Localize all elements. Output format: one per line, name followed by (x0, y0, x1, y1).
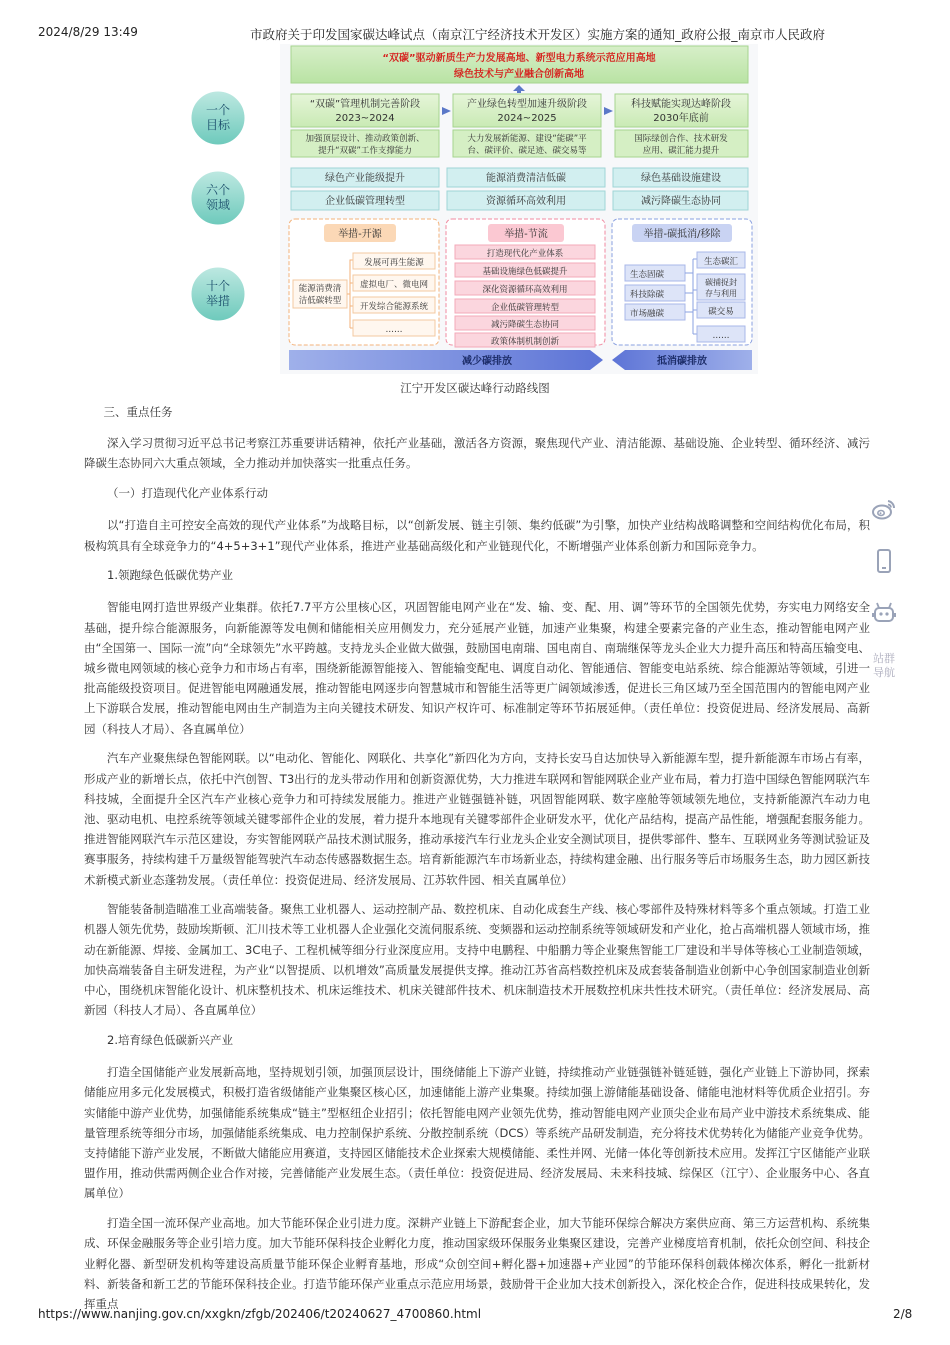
row-label-goal (190, 90, 246, 146)
row-label-measures-line1: 十个 (205, 279, 231, 293)
measure-tandi-right-item: …… (712, 331, 730, 341)
stage-2-desc1: 大力发展新能源、建设“能碳”平 (467, 134, 587, 144)
stage-2-title: 产业绿色转型加速升级阶段 (467, 99, 587, 110)
item-heading: 1.领跑绿色低碳优势产业 (107, 568, 233, 583)
measure-jieliu-item: 打造现代化产业体系 (486, 249, 564, 259)
paragraph: 以“打造自主可控安全高效的现代产业体系”为战略目标，以“创新发展、链主引领、集约低碳”为引擎，加快产业结构战略调整和空间结构优化布局，积极构筑具有全球竞争力的“4+5+3+1”现代产业体系，推进产业基础高级化和产业链现代化，不断增强产业体系创新力和国际竞争力。 (84, 518, 870, 553)
reduce-emission-label: 减少碳排放 (462, 356, 512, 367)
measure-kaiyuan-item: 虚拟电厂、微电网 (359, 280, 429, 290)
stage-3-years: 2030年底前 (653, 113, 709, 124)
paragraph: 打造全国储能产业发展新高地，坚持规划引领，加强顶层设计，围绕储能上下游产业链，持续推动产业链强链补链延链，强化产业链上下游协同，探索储能应用多元化发展模式，积极打造省级储能产业集聚区核心区，加速储能上游产业集聚。持续加强上游储能基础设备、储能电池材料等优质企业招引。夯实储能中游产业优势，加强储能系统集成“链主”型枢纽企业招引；依托智能电网产业领先优势，推动智能电网产业顶尖企业布局产业中游技术系统集成、能量管理系统等细分市场，加强储能系统集成、电力控制保护系统、分散控制系统（DCS）等系统产品研发制造，充分将技术优势转化为储能产业竞争优势。支持储能下游产业发展，不断做大储能应用赛道，支持园区储能技术企业探索大规模储能、柔性并网、光储一体化等创新技术应用。发挥江宁区储能产业联盟作用，推动供需两侧企业合作对接，完善储能产业发展生态。（责任单位：投资促进局、经济发展局、未来科技城、综保区（江宁）、企业服务中心、各直属单位） (84, 1065, 870, 1201)
paragraph: 深入学习贯彻习近平总书记考察江苏重要讲话精神，依托产业基础，激活各方资源，聚焦现代产业、清洁能源、基础设施、企业转型、循环经济、减污降碳生态协同六大重点领域，全力推动并加快落实一批重点任务。 (84, 436, 870, 471)
row-label-goal-line1: 一个 (205, 103, 231, 117)
reduce-emission-arrow (289, 350, 603, 370)
stage-1-desc2: 提升“双碳”工作支撑能力 (318, 146, 412, 156)
paragraph: 智能装备制造瞄准工业高端装备。聚焦工业机器人、运动控制产品、数控机床、自动化成套生产线、核心零部件及特殊材料等多个重点领域。打造工业机器人领先优势，鼓励埃斯顿、汇川技术等工业机器人企业强化交流伺服系统、变频器和运动控制系统等领域研发和产业化，抢占高端机器人领域市场，推动在新能源、焊接、金属加工、3C电子、工程机械等细分行业深度应用。支持中电鹏程、中船鹏力等企业聚焦智能工厂建设和半导体等核心工业制造领域，加快高端装备自主研发进程，为产业“以智提质、以机增效”高质量发展提供支撑。推动江苏省高档数控机床及成套装备制造业创新中心争创国家制造业创新中心，围绕机床智能化设计、机床整机技术、机床运维技术、机床关键部件技术、机床制造技术开展数控机床共性技术研究。（责任单位：经济发展局、高新园（科技人才局）、各直属单位） (84, 902, 870, 1018)
stage-1-title: “双碳”管理机制完善阶段 (309, 99, 421, 110)
weibo-share-button[interactable] (866, 497, 902, 527)
measure-kaiyuan-item: 开发综合能源系统 (359, 302, 429, 312)
measure-tandi-left-item: 生态固碳 (629, 270, 665, 280)
measure-jieliu (446, 219, 605, 347)
measure-kaiyuan-left-line1: 能源消费清 (298, 284, 342, 294)
page-url[interactable]: https://www.nanjing.gov.cn/xxgkn/zfgb/202406/t20240627_4700860.html (38, 1307, 482, 1321)
site-group-nav-button[interactable] (866, 600, 902, 680)
measure-jieliu-item: 政策体制机制创新 (490, 337, 560, 347)
stage-1 (291, 94, 439, 157)
row-label-domains-line2: 领域 (205, 198, 231, 212)
site-group-nav-label: 站群导航 (873, 652, 895, 679)
measure-tandi-right-item: 碳交易 (708, 307, 734, 317)
measure-kaiyuan-item: …… (385, 325, 403, 335)
domain-item: 减污降碳生态协同 (641, 196, 721, 207)
measure-tandi-title: 举措-碳抵消/移除 (643, 229, 721, 240)
measure-kaiyuan-left-line2: 洁低碳转型 (298, 296, 342, 306)
stage-2 (453, 94, 601, 157)
print-datetime: 2024/8/29 13:49 (38, 25, 138, 39)
diagram-caption: 江宁开发区碳达峰行动路线图 (400, 381, 550, 395)
stage-3-desc2: 应用、碳汇能力提升 (642, 146, 720, 156)
domain-item: 绿色产业能级提升 (325, 173, 405, 184)
measure-tandi-left-item: 科技除碳 (629, 290, 665, 300)
stage-3-desc1: 国际绿创合作、技术研发 (634, 134, 728, 144)
stage-3 (615, 94, 748, 157)
measure-kaiyuan-title: 举措-开源 (338, 229, 382, 240)
paragraph: 智能电网打造世界级产业集群。依托7.7平方公里核心区，巩固智能电网产业在“发、输、变、配、用、调”等环节的全国领先优势，夯实电力网络安全基础，提升综合能源服务，向新能源等发电侧和储能相关应用侧发力，充分延展产业链，加速产业集聚，构建全要素完备的产业生态，推动智能电网产业由“全国第一、国际一流”向“全球领先”水平跨越。支持龙头企业做大做强，鼓励国电南瑞、国电南自、南瑞继保等龙头企业大力提升高压和特高压输变电、城乡微电网领域的核心竞争力和市场占有率，围绕新能源智能接入、智能输变配电、调度自动化、智能通信、智能变电站系统、综合能源站等领域，引进一批高能级投资项目。促进智能电网融通发展，推动智能电网逐步向智慧城市和智能生活等更广阔领域渗透，促进长三角区域乃至全国范围内的智能电网产业上下游联合发展，推动智能电网由生产制造为主向关键技术研发、知识产权许可、标准制定等环节拓展延伸。（责任单位：投资促进局、经济发展局、高新园（科技人才局）、各直属单位） (84, 600, 870, 736)
mobile-icon (871, 548, 897, 574)
measure-tandi (612, 219, 752, 345)
row-label-domains-line1: 六个 (205, 183, 231, 197)
stage-1-years: 2023~2024 (335, 113, 395, 124)
stage-2-desc2: 台、碳评价、碳足迹、碳交易等 (467, 146, 587, 156)
article-body (84, 402, 870, 1324)
page-number: 2/8 (893, 1307, 913, 1321)
stage-2-years: 2024~2025 (497, 113, 557, 124)
robot-icon (871, 600, 897, 626)
paragraph: 汽车产业聚焦绿色智能网联。以“电动化、智能化、网联化、共享化”新四化为方向，支持长安马自达加快导入新能源车型，提升新能源车市场占有率，形成产业的新增长点，依托中汽创智、T3出行的龙头带动作用和创新资源优势，大力推进车联网和智能网联企业产业布局，着力打造中国绿色智能网联汽车科技城，全面提升全区汽车产业核心竞争力和可持续发展能力。推进产业链强链补链，巩固智能网联、数字座舱等领域领先地位，支持新能源汽车动力电池、驱动电机、电控系统等领域关键零部件企业的发展，着力提升本地现有关键零部件企业研发水平，优化产品结构，提高产品性能，增强配套服务能力。推进智能网联汽车示范区建设，夯实智能网联产品技术测试服务，推动承接汽车行业龙头企业安全测试项目，提供零部件、整车、互联网业务等测试验证及赛事服务，持续构建千万量级智能驾驶汽车动态传感器数据生态。培育新能源汽车市场新业态，持续构建金融、出行服务等后市场服务生态，助力园区新技术新模式新业态蓬勃发展。（责任单位：投资促进局、经济发展局、江苏软件园、相关直属单位） (84, 751, 870, 887)
measure-jieliu-item: 减污降碳生态协同 (490, 320, 560, 330)
section-heading: 三、重点任务 (103, 405, 173, 419)
measure-tandi-right-item: 存与利用 (705, 289, 737, 298)
goal-banner (291, 46, 748, 83)
offset-emission-arrow (612, 350, 752, 370)
measure-jieliu-item: 企业低碳管理转型 (490, 303, 560, 313)
roadmap-diagram (185, 44, 765, 374)
weibo-icon (871, 497, 897, 523)
row-label-measures-line2: 举措 (205, 294, 231, 308)
row-label-domains (190, 170, 246, 226)
measure-tandi-right-item: 碳捕捉封 (705, 278, 737, 287)
row-label-measures (190, 266, 246, 322)
domain-item: 能源消费清洁低碳 (486, 173, 566, 184)
row-label-goal-line2: 目标 (205, 118, 231, 132)
goal-banner-line2: 绿色技术与产业融合创新高地 (454, 69, 584, 80)
measure-kaiyuan-item: 发展可再生能源 (364, 258, 424, 268)
subsection-heading: （一）打造现代化产业体系行动 (107, 486, 268, 501)
measure-tandi-right-item: 生态碳汇 (703, 257, 739, 267)
measure-jieliu-title: 举措-节流 (504, 229, 548, 240)
measure-jieliu-item: 基础设施绿色低碳提升 (482, 267, 568, 277)
measure-jieliu-item: 深化资源循环高效利用 (482, 285, 568, 295)
item-heading: 2.培育绿色低碳新兴产业 (107, 1032, 233, 1047)
domain-item: 资源循环高效利用 (486, 196, 566, 207)
stage-3-title: 科技赋能实现达峰阶段 (631, 99, 731, 110)
measure-tandi-left-item: 市场融碳 (629, 309, 665, 319)
page-title: 市政府关于印发国家碳达峰试点（南京江宁经济技术开发区）实施方案的通知_政府公报_南京市人民政府 (250, 27, 826, 42)
measure-kaiyuan (289, 219, 439, 345)
domain-item: 绿色基础设施建设 (641, 173, 721, 184)
stage-1-desc1: 加强顶层设计、推动政策创新、 (305, 134, 425, 144)
goal-banner-line1: “双碳”驱动新质生产力发展高地、新型电力系统示范应用高地 (382, 53, 656, 64)
offset-emission-label: 抵消碳排放 (657, 356, 707, 367)
domain-item: 企业低碳管理转型 (325, 196, 405, 207)
mobile-version-button[interactable] (866, 548, 902, 578)
paragraph: 打造全国一流环保产业高地。加大节能环保企业引进力度。深耕产业链上下游配套企业，加大节能环保综合解决方案供应商、第三方运营机构、系统集成、环保金融服务等企业引培力度。加大节能环保科技企业孵化力度，推动国家级环保服务业集聚区建设，完善产业梯度培育机制，依托众创空间、科技企业孵化器、新型研发机构等建设高质量节能环保企业孵育基地，形成“众创空间+孵化器+加速器+产业园”的节能环保科创载体梯次体系，孵化一批新材料、新装备和新工艺的节能环保科技企业。打造节能环保产业重点示范应用场景，鼓励骨干企业加大技术创新投入，深化校企合作，促进科技成果转化，发挥重点 (84, 1216, 870, 1311)
